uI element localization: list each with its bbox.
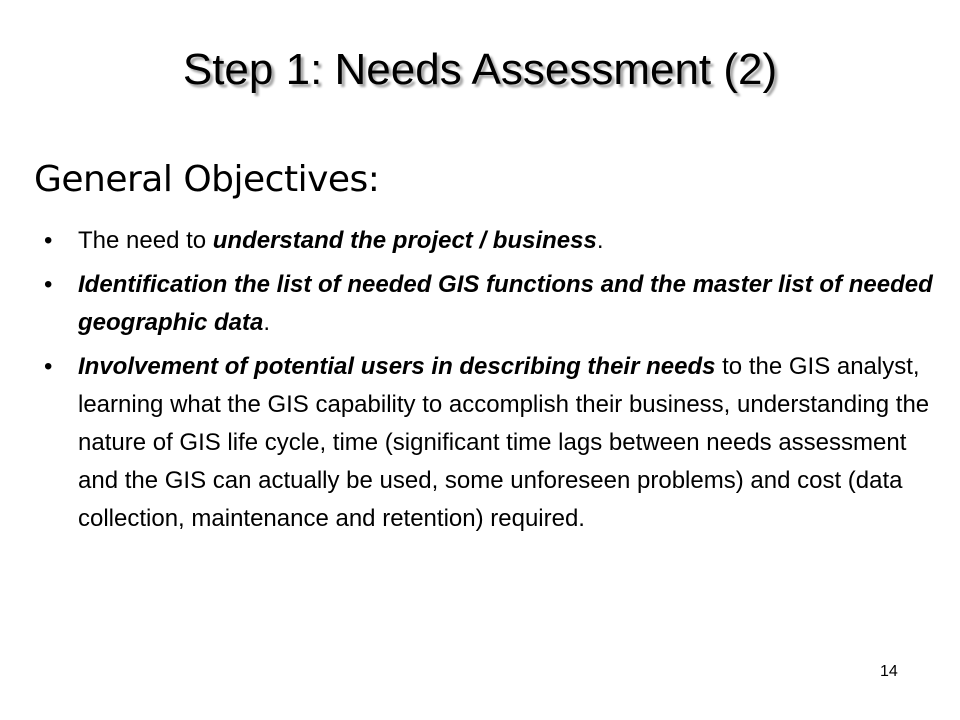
bullet-marker: • (44, 271, 53, 298)
page-number: 14 (880, 663, 898, 680)
bullet-emphasis: understand the project / business (212, 227, 597, 254)
bullet-text: . (596, 227, 604, 254)
bullet-item-identification (44, 266, 944, 342)
slide-title: Step 1: Needs Assessment (2) (182, 45, 778, 94)
bullet-text: to the GIS analyst, learning what the GIS capability to accomplish their business, understanding the nature of GIS life cycle, time (significant time lags between needs assessment and the GIS can actually be used, some unforeseen problems) and cost (data collection, maintenance and retention) required. (78, 353, 930, 532)
bullet-item-understand (44, 222, 944, 260)
bullet-list (44, 222, 944, 544)
bullet-emphasis: Involvement of potential users in describing their needs (78, 353, 716, 380)
bullet-emphasis: Identification the list of needed GIS functions and the master list of needed geographic data (78, 271, 933, 336)
bullet-text: The need to (78, 227, 213, 254)
bullet-text: . (263, 309, 271, 336)
section-heading: General Objectives: (34, 159, 380, 200)
bullet-marker: • (44, 353, 53, 380)
bullet-marker: • (44, 227, 53, 254)
bullet-item-involvement (44, 348, 944, 538)
